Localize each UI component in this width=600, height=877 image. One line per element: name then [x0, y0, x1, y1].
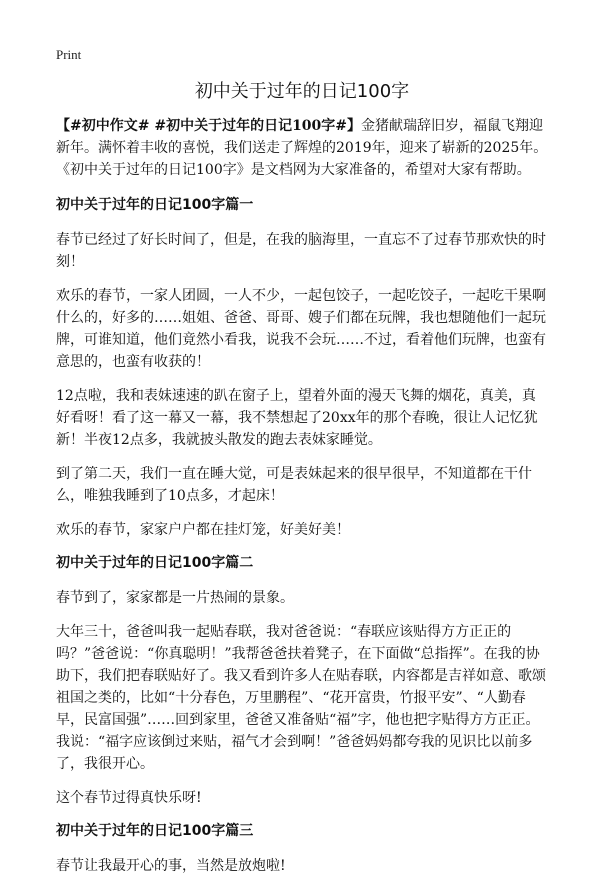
section-2-paragraph-2: 大年三十，爸爸叫我一起贴春联，我对爸爸说：“春联应该贴得方方正正的吗？”爸爸说：“你真聪明！”我帮爸爸扶着凳子，在下面做“总指挥”。在我的协助下，我们把春联贴好了。我又看到许多人在贴春联，内容都是吉祥如意、歌颂祖国之类的，比如“十分春色，万里鹏程”、“花开富贵，竹报平安”、“人勤春早，民富国强”……回到家里，爸爸又准备贴“福”字，他也把字贴得方方正正。我说：“福字应该倒过来贴，福气才会到啊！”爸爸妈妈都夸我的见识比以前多了，我很开心。 [56, 624, 546, 772]
section-1-paragraph-3: 12点啦，我和表妹速速的趴在窗子上，望着外面的漫天飞舞的烟花，真美，真好看呀！看了这一幕又一幕，我不禁想起了20xx年的那个春晚，很让人记忆犹新！半夜12点多，我就披头散发的跑去表妹家睡觉。 [56, 388, 538, 448]
section-1-paragraph-2: 欢乐的春节，一家人团圆，一人不少，一起包饺子，一起吃饺子，一起吃干果啊什么的，好多的……姐姐、爸爸、哥哥、嫂子们都在玩牌，我也想随他们一起玩牌，可谁知道，他们竟然小看我，说我不会玩……不过，看着他们玩牌，也蛮有意思的，也蛮有收获的！ [56, 288, 546, 370]
section-1-paragraph-4: 到了第二天，我们一直在睡大觉，可是表妹起来的很早很早，不知道都在干什么，唯独我睡到了10点多，才起床！ [56, 466, 532, 504]
section-2-paragraph-3: 这个春节过得真快乐呀! [56, 790, 202, 806]
section-3-heading: 初中关于过年的日记100字篇三 [56, 823, 254, 839]
section-2-paragraph-1: 春节到了，家家都是一片热闹的景象。 [56, 590, 294, 606]
intro-text: 金猪献瑞辞旧岁，福鼠飞翔迎新年。满怀着丰收的喜悦，我们送走了辉煌的2019年，迎来了崭新的2025年。《初中关于过年的日记100字》是文档网为大家准备的，希望对大家有帮助。 [56, 118, 548, 178]
section-1-paragraph-5: 欢乐的春节，家家户户都在挂灯笼，好美好美！ [56, 522, 350, 538]
section-3-paragraph-1: 春节让我最开心的事，当然是放炮啦! [56, 858, 286, 874]
section-1-paragraph-1: 春节已经过了好长时间了，但是，在我的脑海里，一直忘不了过春节那欢快的时刻！ [56, 232, 546, 270]
section-2-heading: 初中关于过年的日记100字篇二 [56, 555, 254, 571]
document-title: 初中关于过年的日记100字 [194, 81, 410, 102]
intro-tag: 【#初中作文# #初中关于过年的日记100字#】 [56, 118, 362, 134]
section-1-heading: 初中关于过年的日记100字篇一 [56, 197, 254, 213]
print-link[interactable]: Print [56, 47, 82, 62]
intro-paragraph [56, 115, 548, 181]
